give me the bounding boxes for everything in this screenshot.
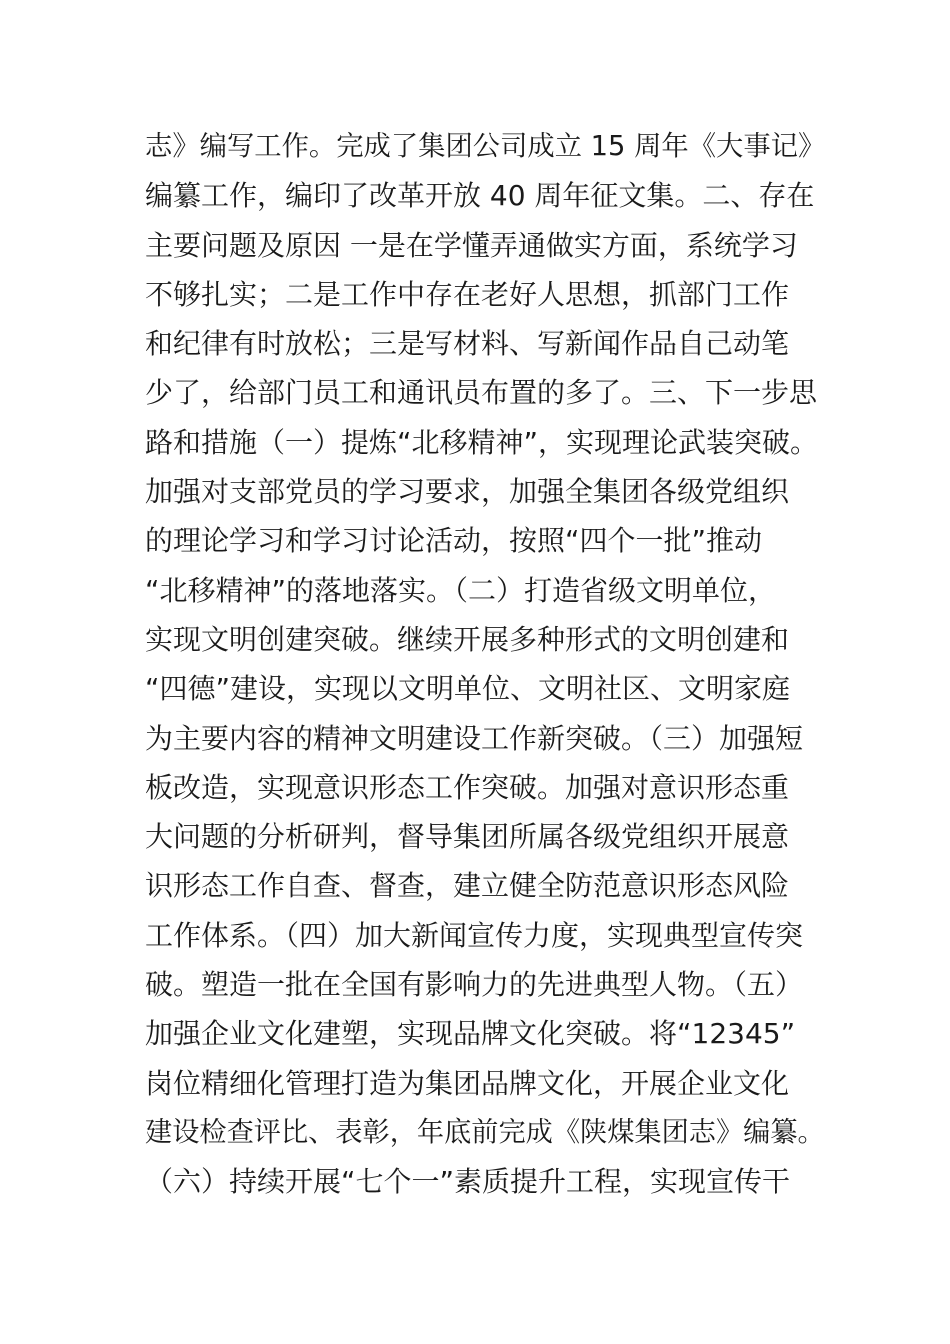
body-text [145, 122, 825, 1207]
text-line: 工作体系。（四）加大新闻宣传力度，实现典型宣传突 [145, 918, 804, 952]
text-line: 路和措施（一）提炼“北移精神”，实现理论武装突破。 [145, 425, 819, 459]
text-line: 和纪律有时放松；三是写材料、写新闻作品自己动笔 [145, 327, 790, 361]
text-line: 少了，给部门员工和通讯员布置的多了。三、下一步思 [145, 376, 818, 410]
text-line: 大问题的分析研判，督导集团所属各级党组织开展意 [145, 820, 790, 854]
text-line: 岗位精细化管理打造为集团品牌文化，开展企业文化 [145, 1066, 790, 1100]
text-line: 板改造，实现意识形态工作突破。加强对意识形态重 [145, 770, 790, 804]
text-line: 志》编写工作。完成了集团公司成立 15 周年《大事记》 [145, 131, 826, 162]
text-line: 识形态工作自查、督查，建立健全防范意识形态风险 [145, 869, 790, 903]
text-line: 破。塑造一批在全国有影响力的先进典型人物。（五） [145, 968, 804, 1002]
text-line: “四德”建设，实现以文明单位、文明社区、文明家庭 [145, 672, 791, 706]
text-line: “北移精神”的落地落实。（二）打造省级文明单位， [145, 573, 777, 607]
text-line: 为主要内容的精神文明建设工作新突破。（三）加强短 [145, 721, 804, 755]
text-line: 建设检查评比、表彰，年底前完成《陕煤集团志》编纂。 [145, 1116, 825, 1148]
text-line: 实现文明创建突破。继续开展多种形式的文明创建和 [145, 622, 790, 656]
text-line: 加强企业文化建塑，实现品牌文化突破。将“12345” [145, 1017, 796, 1051]
text-line: （六）持续开展“七个一”素质提升工程，实现宣传干 [145, 1165, 791, 1199]
text-line: 编纂工作，编印了改革开放 40 周年征文集。二、存在 [145, 179, 815, 213]
text-line: 主要问题及原因 一是在学懂弄通做实方面，系统学习 [145, 228, 798, 262]
text-line: 不够扎实；二是工作中存在老好人思想，抓部门工作 [145, 277, 790, 311]
text-line: 的理论学习和学习讨论活动，按照“四个一批”推动 [145, 524, 763, 558]
text-line: 加强对支部党员的学习要求，加强全集团各级党组织 [145, 475, 790, 509]
